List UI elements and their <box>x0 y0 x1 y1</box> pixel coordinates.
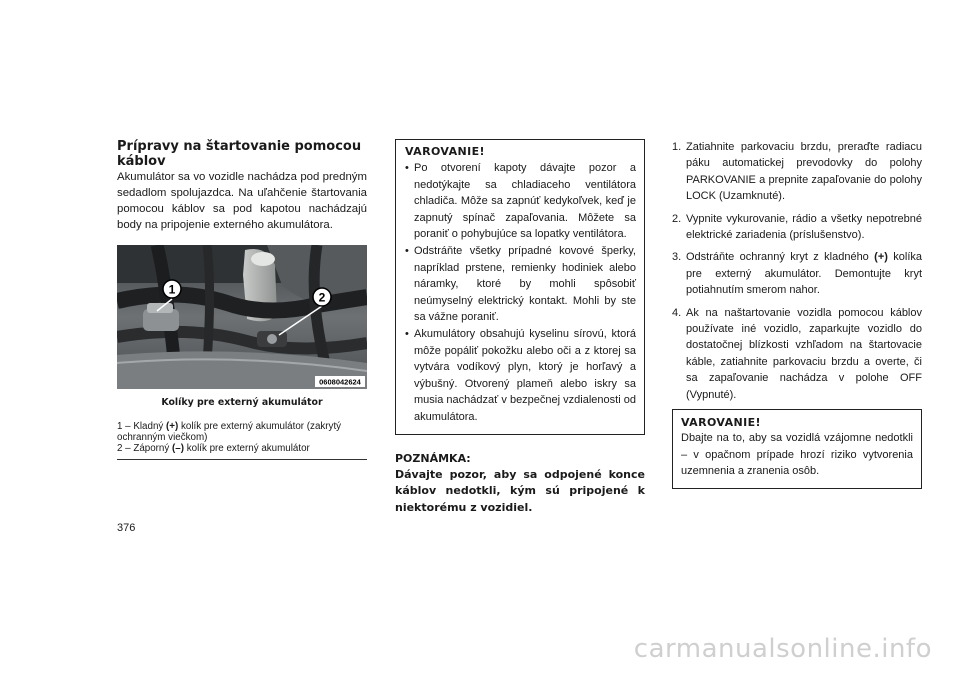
note-title: POZNÁMKA: <box>395 451 471 465</box>
watermark: carmanualsonline.info <box>633 634 932 664</box>
warning-text: Dbajte na to, aby sa vozidlá vzájomne nedotkli – v opačnom prípade hrozí riziko vytvorenia uzemnenia a zranenia osôb. <box>681 432 913 478</box>
section-heading: Prípravy na štartovanie pomocou káblov <box>117 139 362 169</box>
step-number: 3. <box>672 251 682 264</box>
step-item <box>672 249 922 298</box>
step-text: Vypnite vykurovanie, rádio a všetky nepotrebné elektrické zariadenia (príslušenstvo). <box>686 212 922 242</box>
step-number: 2. <box>672 212 682 225</box>
warning-item: • Odstráňte všetky prípadné kovové šperky, napríklad prstene, remienky hodiniek alebo náramky, ktoré by mohli spôsobiť neúmyselný elektrický kontakt. Mohli by ste sa vážne poraniť. <box>405 244 636 324</box>
note-text: Dávajte pozor, aby sa odpojené konce káblov nedotkli, kým sú pripojené k niektorému z vozidiel. <box>395 467 645 514</box>
step-item <box>672 305 922 403</box>
warning-box-2 <box>672 409 922 489</box>
legend-prefix: 1 – Kladný <box>117 421 167 432</box>
steps-list <box>672 139 922 403</box>
step-text: Zatiahnite parkovaciu brzdu, preraďte radiacu páku automatickej prevodovky do polohy PARKOVANIE a prepnite zapaľovanie do polohy LOCK (Uzamknuté). <box>686 141 922 203</box>
callout-1-label: 1 <box>168 282 176 297</box>
intro-paragraph: Akumulátor sa vo vozidle nachádza pod predným sedadlom spolujazdca. Na uľahčenie štartovania pomocou káblov sa pod kapotou nachádzajú body na pripojenie externého akumulátora. <box>117 171 367 231</box>
warning-title: VAROVANIE! <box>405 145 485 158</box>
step-text: Ak na naštartovanie vozidla pomocou káblov používate iné vozidlo, zaparkujte vozidlo do dostatočnej blízkosti vzhľadom na štartovacie káble, zatiahnite parkovaciu brzdu a overte, či sa zapaľovanie nachádza v polohe OFF (Vypnuté). <box>686 306 922 401</box>
warning-item: • Akumulátory obsahujú kyselinu sírovú, ktorá môže popáliť pokožku alebo oči a z ktorej sa vytvára vodíkový plyn, ktorý je horľavý a výbušný. Otvorený plameň alebo iskry sa musia nachádzať v bezpečnej vzdialenosti od akumulátora. <box>405 327 636 423</box>
legend-text: kolík pre externý akumulátor <box>184 443 310 454</box>
step-text: Odstráňte ochranný kryt z kladného <box>686 251 875 264</box>
warning-box-1 <box>395 139 645 435</box>
figure-caption: Kolíky pre externý akumulátor <box>161 397 323 408</box>
warning-item: • Po otvorení kapoty dávajte pozor a nedotýkajte sa chladiaceho ventilátora chladiča. Môže sa zapnúť kedykoľvek, keď je zapnutý spínač zapaľovania. Môžete sa poraniť o pohybujúce sa lopatky ventilátora. <box>405 162 636 241</box>
middle-column <box>395 139 645 516</box>
legend-item-negative <box>117 443 367 454</box>
step-number: 1. <box>672 141 682 153</box>
warning-title: VAROVANIE! <box>681 416 761 430</box>
note-block <box>395 451 645 517</box>
page-number: 376 <box>117 522 136 534</box>
step-item <box>672 139 922 205</box>
figure-legend <box>117 421 367 454</box>
legend-item-positive <box>117 421 367 443</box>
engine-bay-illustration <box>117 245 367 389</box>
engine-bay-photo <box>117 245 367 389</box>
legend-divider <box>117 459 367 460</box>
step-text: kolíka pre externý akumulátor. Demontujte kryt potiahnutím smerom nahor. <box>686 251 922 297</box>
warning-item-text: Akumulátory obsahujú kyselinu sírovú, ktorá môže popáliť pokožku alebo oči a z ktorej sa vytvára vodíkový plyn, ktorý je horľavý a výbušný. Otvorený plameň alebo iskry sa musia nachádzať v bezpečnej vzdialenosti od akumulátora. <box>414 327 636 423</box>
warning-item-text: Po otvorení kapoty dávajte pozor a nedotýkajte sa chladiaceho ventilátora chladiča. Môže sa zapnúť kedykoľvek, keď je zapnutý spínač zapaľovania. Môžete sa poraniť o pohybujúce sa lopatky ventilátora. <box>414 162 636 241</box>
legend-prefix: 2 – Záporný <box>117 443 173 454</box>
positive-sign: (+) <box>166 421 179 432</box>
warning-item-text: Odstráňte všetky prípadné kovové šperky, napríklad prstene, remienky hodiniek alebo náramky, ktoré by mohli spôsobiť neúmyselný elektrický kontakt. Mohli by ste sa vážne poraniť. <box>414 244 636 324</box>
warning-list <box>405 160 636 426</box>
legend-text: kolík pre externý akumulátor (zakrytý ochranným viečkom) <box>117 421 342 443</box>
step-number: 4. <box>672 306 682 319</box>
image-code: 0608042624 <box>319 377 361 387</box>
left-column <box>117 139 367 460</box>
callout-2-label: 2 <box>318 290 326 305</box>
positive-sign: (+) <box>874 251 888 264</box>
right-column <box>672 139 922 489</box>
negative-sign: (–) <box>172 443 184 454</box>
step-item <box>672 211 922 244</box>
